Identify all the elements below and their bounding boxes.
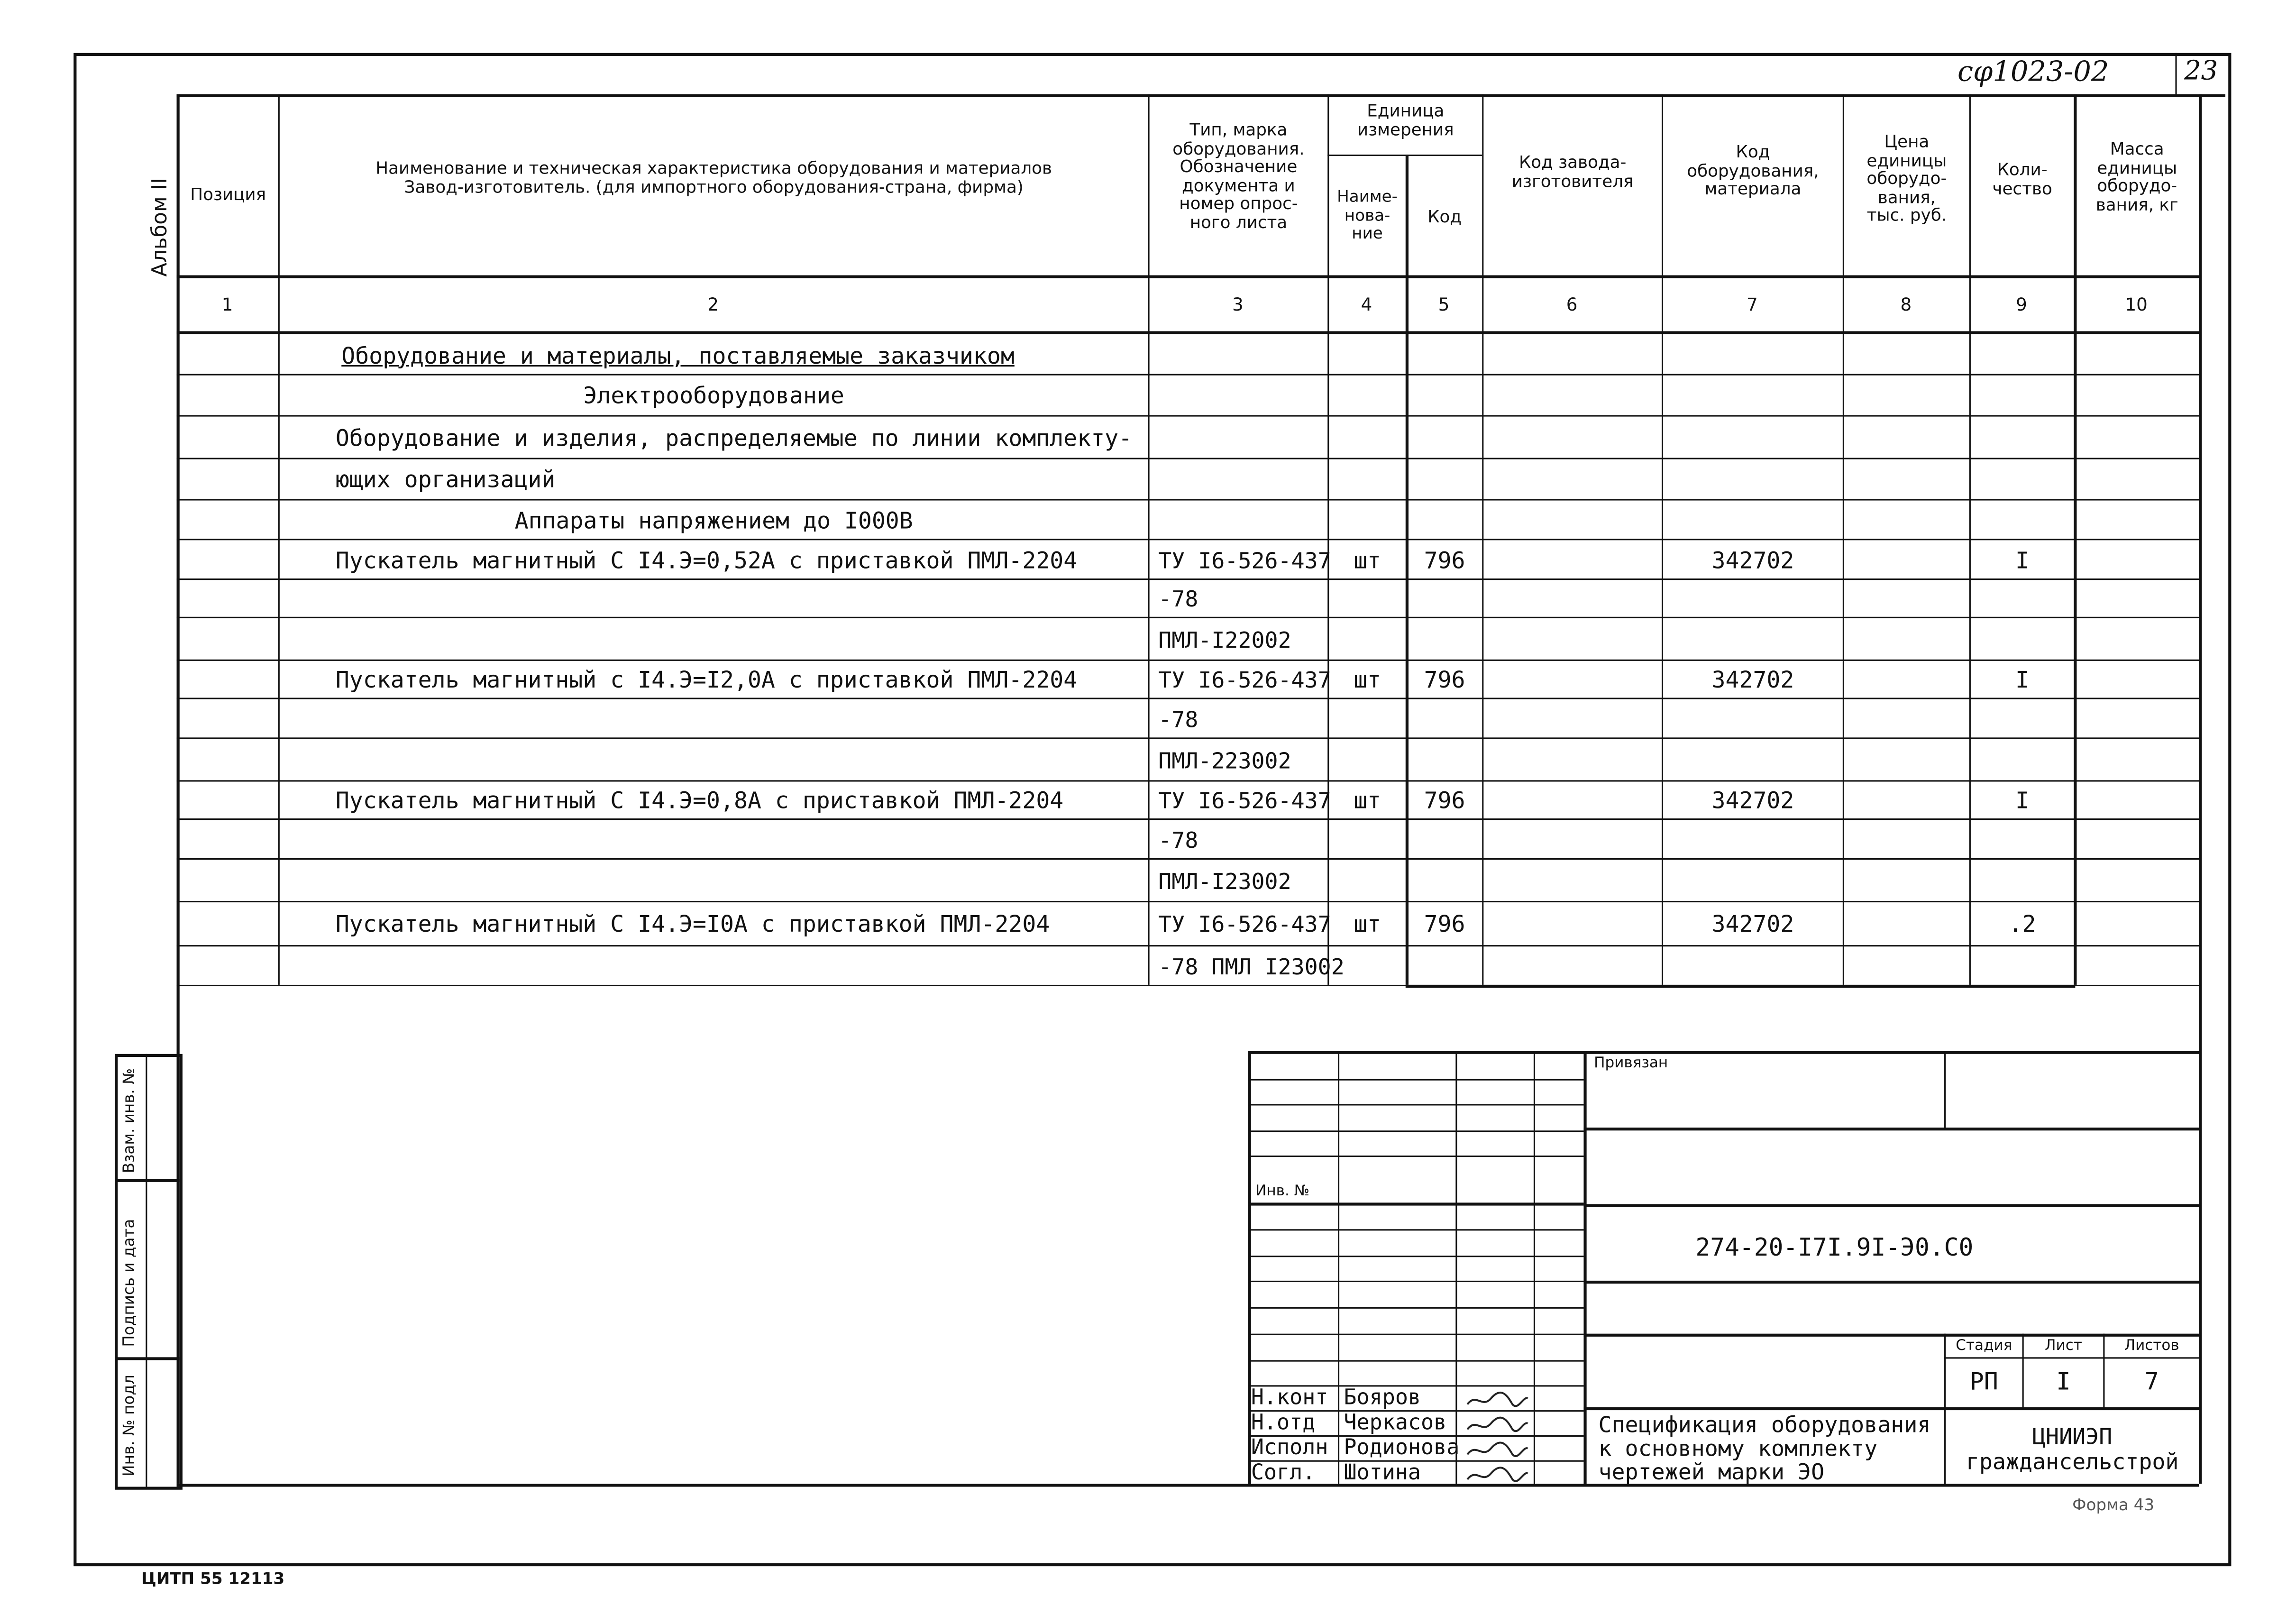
header-unit-code: Код bbox=[1427, 206, 1462, 227]
row-name: Оборудование и материалы, поставляемые заказчиком bbox=[341, 342, 1015, 369]
doc-title-line2: к основному комплекту bbox=[1598, 1435, 1878, 1462]
row-unit: шт bbox=[1354, 787, 1381, 814]
row-type: ТУ I6-526-437 bbox=[1158, 911, 1331, 938]
stage-value: РП bbox=[1969, 1367, 1998, 1396]
handwritten-signature bbox=[1464, 1463, 1529, 1484]
row-type: ТУ I6-526-437 bbox=[1158, 787, 1331, 814]
print-code: ЦИТП 55 12113 bbox=[141, 1569, 285, 1588]
handwritten-signature bbox=[1464, 1413, 1529, 1433]
sheet-number: 23 bbox=[2184, 55, 2218, 87]
stage-label: Стадия bbox=[1956, 1338, 2012, 1355]
sheets-value: 7 bbox=[2144, 1367, 2159, 1396]
row-name: ющих организаций bbox=[335, 467, 556, 494]
header-type: Тип, марка оборудования. Обозначение документа и номер опрос- ного листа bbox=[1172, 119, 1305, 232]
col-number: 5 bbox=[1438, 294, 1450, 315]
stamp-vzam: Взам. инв. № bbox=[120, 1068, 138, 1174]
header-quantity: Коли- чество bbox=[1992, 159, 2052, 198]
col-number: 7 bbox=[1747, 294, 1758, 315]
header-equip-code: Код оборудования, материала bbox=[1687, 141, 1819, 199]
row-unit-code: 796 bbox=[1424, 911, 1465, 938]
stamp-inv: Инв. № подл bbox=[120, 1375, 138, 1477]
row-equip-code: 342702 bbox=[1711, 787, 1794, 814]
row-type: ТУ I6-526-437 bbox=[1158, 667, 1331, 694]
handwritten-signature bbox=[1464, 1388, 1529, 1409]
header-position: Позиция bbox=[190, 184, 266, 205]
doc-title-line1: Спецификация оборудования bbox=[1598, 1412, 1931, 1439]
col-number: 6 bbox=[1566, 294, 1578, 315]
row-unit-code: 796 bbox=[1424, 787, 1465, 814]
header-unit-name: Наиме- нова- ние bbox=[1337, 187, 1398, 243]
col-number: 4 bbox=[1361, 294, 1372, 315]
sheet-value: I bbox=[2056, 1367, 2071, 1396]
form-label: Форма 43 bbox=[2072, 1496, 2155, 1515]
row-name: Пускатель магнитный С I4.Э=0,52А с приставкой ПМЛ-2204 bbox=[335, 547, 1078, 574]
row-name: Аппараты напряжением до I000В bbox=[514, 507, 913, 534]
col-number: 1 bbox=[221, 294, 233, 315]
row-type: -78 bbox=[1158, 706, 1198, 733]
privyazan-label: Привязан bbox=[1594, 1055, 1668, 1072]
sheet-label: Лист bbox=[2045, 1338, 2082, 1355]
row-unit-code: 796 bbox=[1424, 667, 1465, 694]
col-number: 2 bbox=[707, 294, 719, 315]
col-number: 8 bbox=[1900, 294, 1912, 315]
doc-title-line3: чертежей марки ЭО bbox=[1598, 1459, 1825, 1486]
row-name: Электрооборудование bbox=[583, 383, 844, 410]
col-number: 3 bbox=[1232, 294, 1244, 315]
signature-role: Исполн bbox=[1251, 1436, 1328, 1460]
row-name: Пускатель магнитный с I4.Э=I2,0А с приставкой ПМЛ-2204 bbox=[335, 667, 1078, 694]
header-price: Цена единицы оборудо- вания, тыс. руб. bbox=[1866, 131, 1947, 225]
row-quantity: .2 bbox=[2008, 911, 2036, 938]
signature-name: Черкасов bbox=[1344, 1412, 1447, 1435]
row-type: ПМЛ-223002 bbox=[1158, 747, 1291, 774]
row-unit: шт bbox=[1354, 667, 1381, 694]
row-type: ТУ I6-526-437 bbox=[1158, 547, 1331, 574]
row-quantity: I bbox=[2015, 787, 2030, 814]
header-name: Наименование и техническая характеристика оборудования и материалов Завод-изготовитель. (для импортного оборудования-страна, фирма) bbox=[375, 157, 1052, 197]
signature-role: Согл. bbox=[1251, 1461, 1316, 1486]
header-mass: Масса единицы оборудо- вания, кг bbox=[2095, 138, 2178, 214]
row-type: ПМЛ-I22002 bbox=[1158, 626, 1291, 653]
row-equip-code: 342702 bbox=[1711, 667, 1794, 694]
header-unit: Единица измерения bbox=[1357, 100, 1454, 139]
signature-name: Родионова bbox=[1344, 1436, 1460, 1460]
row-unit-code: 796 bbox=[1424, 547, 1465, 574]
org-line1: ЦНИИЭП bbox=[2032, 1423, 2113, 1450]
row-unit: шт bbox=[1354, 547, 1381, 574]
handwritten-doc-code: cφ1023-02 bbox=[1957, 55, 2109, 89]
row-name: Оборудование и изделия, распределяемые по линии комплекту- bbox=[335, 424, 1133, 451]
signature-name: Бояров bbox=[1344, 1386, 1421, 1411]
sheets-label: Листов bbox=[2124, 1338, 2179, 1355]
row-type: -78 bbox=[1158, 826, 1198, 853]
row-type: -78 ПМЛ I23002 bbox=[1158, 953, 1345, 980]
row-name: Пускатель магнитный С I4.Э=0,8А с приставкой ПМЛ-2204 bbox=[335, 787, 1064, 814]
row-type: -78 bbox=[1158, 586, 1198, 613]
signature-name: Шотина bbox=[1344, 1461, 1421, 1486]
row-type: ПМЛ-I23002 bbox=[1158, 868, 1291, 894]
row-equip-code: 342702 bbox=[1711, 911, 1794, 938]
row-quantity: I bbox=[2015, 547, 2030, 574]
row-name: Пускатель магнитный С I4.Э=I0А с приставкой ПМЛ-2204 bbox=[335, 911, 1050, 938]
col-number: 9 bbox=[2016, 294, 2027, 315]
album-label: Альбом II bbox=[148, 177, 173, 277]
row-unit: шт bbox=[1354, 911, 1381, 938]
row-equip-code: 342702 bbox=[1711, 547, 1794, 574]
signature-role: Н.конт bbox=[1251, 1386, 1328, 1411]
org-line2: граждансельстрой bbox=[1966, 1448, 2179, 1475]
inv-no-label: Инв. № bbox=[1255, 1184, 1309, 1200]
document-code: 274-20-I7I.9I-Э0.С0 bbox=[1695, 1233, 1974, 1262]
col-number: 10 bbox=[2125, 294, 2148, 315]
stamp-podpis: Подпись и дата bbox=[120, 1219, 138, 1347]
handwritten-signature bbox=[1464, 1438, 1529, 1459]
signature-role: Н.отд bbox=[1251, 1412, 1316, 1435]
row-quantity: I bbox=[2015, 667, 2030, 694]
header-plant-code: Код завода- изготовителя bbox=[1511, 151, 1634, 191]
